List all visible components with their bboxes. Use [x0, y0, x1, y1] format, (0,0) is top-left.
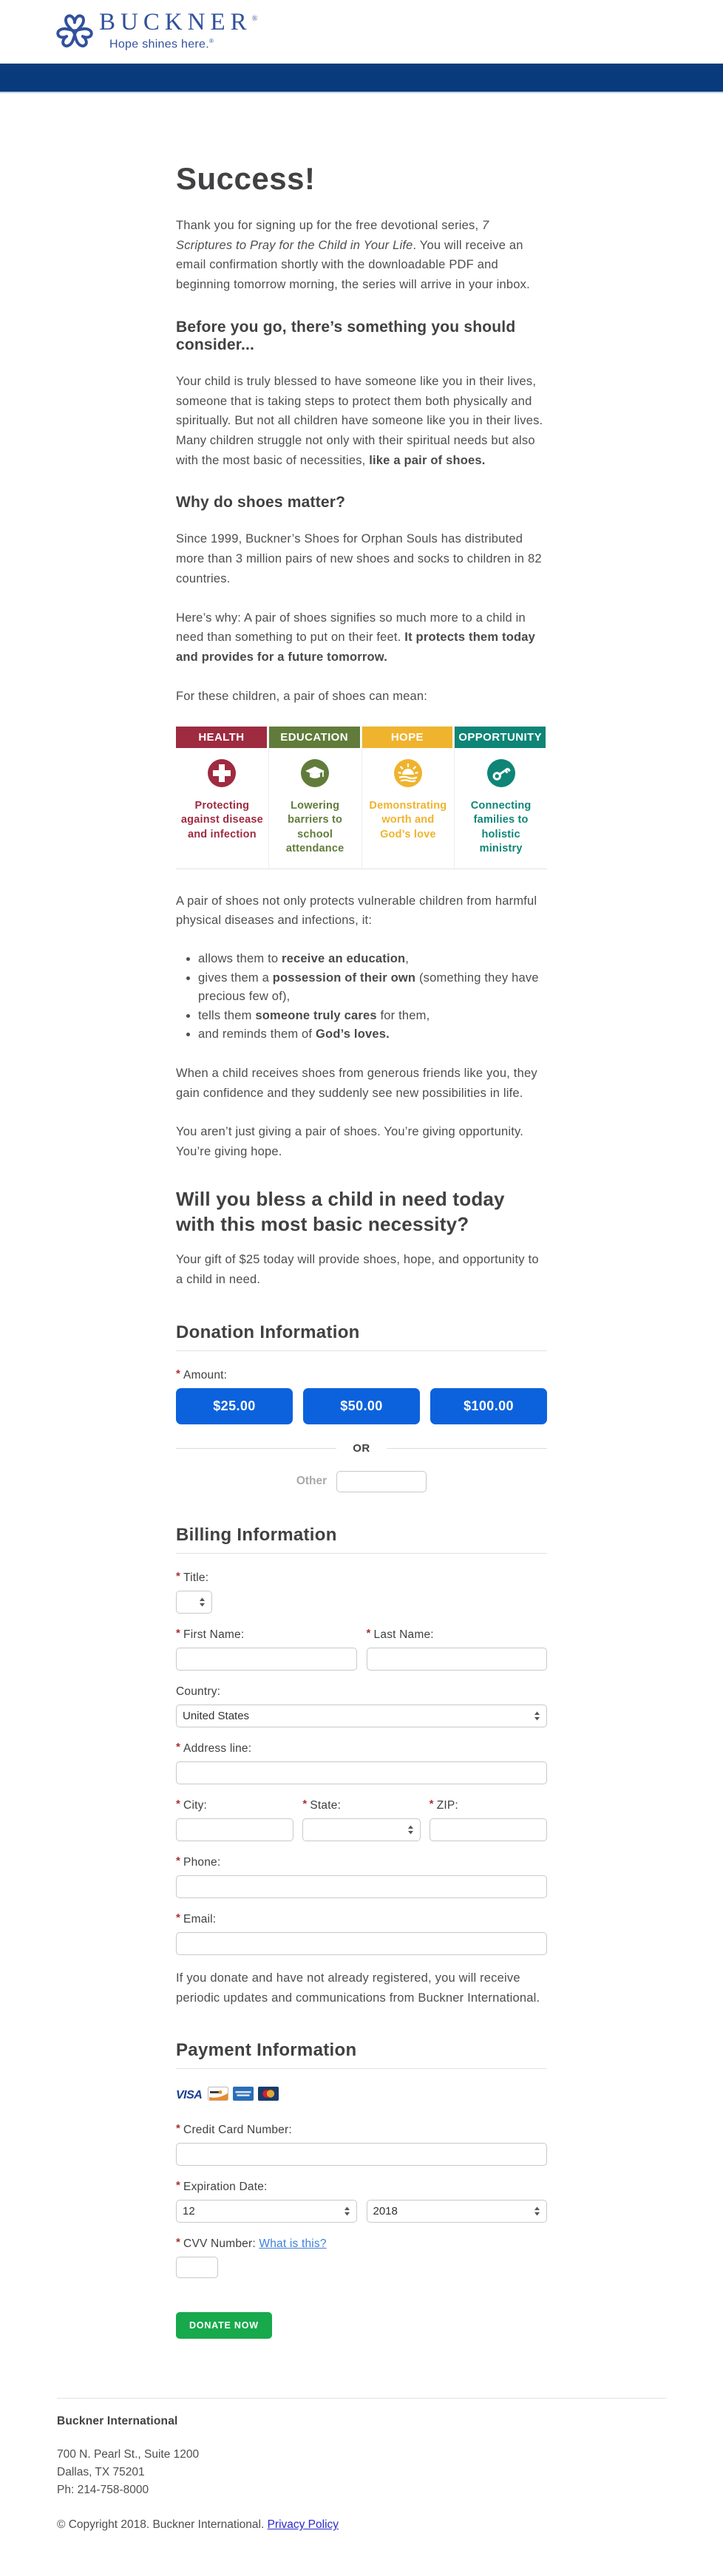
last-name-label: * Last Name:: [366, 1626, 434, 1641]
list-item: • allows them to receive an education,: [198, 950, 547, 969]
footer-address-line1: 700 N. Pearl St., Suite 1200: [57, 2448, 200, 2461]
country-label: Country:: [176, 1685, 221, 1698]
site-header: [0, 0, 723, 64]
footer-address-line2: Dallas, TX 75201: [57, 2466, 145, 2479]
required-asterisk: *: [176, 1911, 181, 1924]
address-label: * Address line:: [176, 1740, 252, 1755]
zip-input[interactable]: [430, 1818, 547, 1841]
amount-50-button[interactable]: $50.00: [303, 1388, 420, 1424]
expiration-month-select[interactable]: 12: [176, 2200, 357, 2223]
stepper-icon: [534, 1711, 540, 1721]
required-asterisk: *: [176, 1854, 181, 1867]
discover-icon: [208, 2087, 228, 2104]
list-item: • tells them someone truly cares for them,: [198, 1007, 547, 1026]
hope-text: Demonstrating worth and God’s love: [369, 799, 447, 840]
stepper-icon: [199, 1597, 206, 1607]
stepper-icon: [407, 1825, 414, 1835]
required-asterisk: *: [176, 1740, 181, 1753]
zip-label: * ZIP:: [429, 1797, 458, 1812]
credit-card-input[interactable]: [176, 2143, 547, 2166]
credit-card-label: * Credit Card Number:: [176, 2122, 292, 2137]
list-item: • gives them a possession of their own (something they have precious few of),: [198, 969, 547, 1007]
email-label: * Email:: [176, 1911, 217, 1926]
hope-header: HOPE: [362, 727, 455, 748]
page-title: Success!: [176, 161, 316, 196]
required-asterisk: *: [176, 1626, 181, 1639]
required-asterisk: *: [302, 1797, 308, 1810]
address-input[interactable]: [176, 1761, 547, 1784]
amex-icon: [233, 2087, 254, 2104]
buckner-logo[interactable]: [56, 10, 257, 54]
main-content: [176, 93, 547, 2346]
giving-paragraph: You aren’t just giving a pair of shoes. You’re giving opportunity. You’re giving hope.: [176, 1125, 524, 1159]
stepper-icon: [534, 2206, 540, 2216]
amount-100-button[interactable]: $100.00: [430, 1388, 547, 1424]
required-asterisk: *: [176, 2236, 181, 2249]
site-footer: [57, 2398, 666, 2576]
title-label: * Title:: [176, 1569, 209, 1584]
state-select[interactable]: [302, 1818, 420, 1841]
other-amount-label: Other: [296, 1475, 327, 1488]
key-icon: [459, 758, 543, 792]
last-name-input[interactable]: [367, 1648, 548, 1671]
opportunity-header: OPPORTUNITY: [455, 727, 547, 748]
email-input[interactable]: [176, 1932, 547, 1955]
first-name-label: * First Name:: [176, 1626, 245, 1641]
intro-paragraph: Thank you for signing up for the free devotional series, 7 Scriptures to Pray for the Child in Your Life. You will receive an email confirmation shortly with the downloadable PDF and beginning tomorrow morning, the series will arrive in your inbox.: [176, 219, 530, 292]
country-select[interactable]: United States: [176, 1705, 547, 1727]
or-label: OR: [353, 1441, 370, 1455]
first-name-input[interactable]: [176, 1648, 357, 1671]
donation-section-heading: Donation Information: [176, 1322, 547, 1351]
since-paragraph: Since 1999, Buckner’s Shoes for Orphan Souls has distributed more than 3 million pairs of new shoes and socks to children in 82 countries.: [176, 532, 542, 585]
main-nav-bar: [0, 64, 723, 93]
required-asterisk: *: [366, 1626, 371, 1639]
other-amount-row: [176, 1471, 547, 1492]
health-text: Protecting against disease and infection: [180, 799, 263, 840]
protect-paragraph: A pair of shoes not only protects vulnerable children from harmful physical diseases and infections, it:: [176, 894, 537, 928]
title-select[interactable]: [176, 1591, 212, 1614]
education-text: Lowering barriers to school attendance: [285, 799, 344, 855]
amount-options: [176, 1388, 547, 1424]
benefits-list: [198, 950, 547, 1044]
or-divider: [176, 1442, 547, 1455]
logo-tagline: Hope shines here.®: [109, 37, 214, 50]
privacy-policy-link[interactable]: Privacy Policy: [267, 2518, 339, 2532]
gift-paragraph: Your gift of $25 today will provide shoes, hope, and opportunity to a child in need.: [176, 1253, 539, 1287]
shoes-mean-paragraph: For these children, a pair of shoes can mean:: [176, 689, 428, 703]
health-column: [176, 727, 269, 869]
health-header: HEALTH: [176, 727, 268, 748]
logo-wordmark: BUCKNER®: [99, 8, 258, 35]
visa-icon: VISA: [176, 2089, 203, 2102]
bless-heading: Will you bless a child in need today with this most basic necessity?: [176, 1187, 505, 1235]
other-amount-input[interactable]: [336, 1471, 427, 1492]
city-label: * City:: [176, 1797, 208, 1812]
required-asterisk: *: [176, 1367, 181, 1380]
footer-org-name: Buckner International: [57, 2415, 178, 2428]
opportunity-text: Connecting families to holistic ministry: [470, 799, 532, 855]
required-asterisk: *: [429, 1797, 434, 1810]
opportunity-column: [455, 727, 547, 869]
amount-25-button[interactable]: $25.00: [176, 1388, 293, 1424]
why-paragraph: Here’s why: A pair of shoes signifies so much more to a child in need than something to put on their feet. It protects them today and provides for a future tomorrow.: [176, 611, 536, 665]
required-asterisk: *: [176, 1569, 181, 1583]
buckner-trefoil-hearts-icon: [56, 12, 93, 54]
amount-label: * Amount:: [176, 1367, 228, 1382]
stepper-icon: [344, 2206, 350, 2216]
list-item: • and reminds them of God’s loves.: [198, 1025, 547, 1044]
shoes-meaning-table: [176, 726, 547, 869]
mastercard-icon: [258, 2087, 279, 2104]
blessed-paragraph: Your child is truly blessed to have someone like you in their lives, someone that is taking steps to protect them both physically and spiritually. But not all children have someone like you in their lives. Many children struggle not only with their spiritual needs but also with the most basic of necessities, like a pair of shoes.: [176, 374, 543, 467]
payment-section-heading: Payment Information: [176, 2040, 547, 2069]
cvv-input[interactable]: [176, 2257, 218, 2278]
education-header: EDUCATION: [269, 727, 362, 748]
cvv-help-link[interactable]: What is this?: [259, 2237, 327, 2251]
donate-now-button[interactable]: DONATE NOW: [176, 2312, 272, 2339]
footer-phone: Ph: 214-758-8000: [57, 2484, 149, 2497]
graduation-cap-icon: [274, 758, 357, 792]
education-column: [269, 727, 362, 869]
required-asterisk: *: [176, 2122, 181, 2135]
required-asterisk: *: [176, 1797, 181, 1810]
city-input[interactable]: [176, 1818, 293, 1841]
expiration-year-select[interactable]: 2018: [367, 2200, 548, 2223]
phone-label: * Phone:: [176, 1854, 221, 1869]
footer-copyright: © Copyright 2018. Buckner International. Privacy Policy: [57, 2518, 339, 2532]
cvv-label: * CVV Number: What is this?: [176, 2236, 327, 2251]
expiration-label: * Expiration Date:: [176, 2179, 268, 2194]
consider-heading: Before you go, there’s something you should consider...: [176, 318, 516, 353]
accepted-cards: [176, 2087, 547, 2104]
required-asterisk: *: [176, 2179, 181, 2192]
phone-input[interactable]: [176, 1875, 547, 1898]
state-label: * State:: [302, 1797, 342, 1812]
sunrise-icon: [367, 758, 450, 792]
hope-column: [362, 727, 455, 869]
shoes-matter-heading: Why do shoes matter?: [176, 494, 346, 512]
confidence-paragraph: When a child receives shoes from generous friends like you, they gain confidence and they suddenly see new possibilities in life.: [176, 1067, 537, 1100]
cross-icon: [180, 758, 264, 792]
register-note: If you donate and have not already registered, you will receive periodic updates and communications from Buckner International.: [176, 1971, 540, 2005]
billing-section-heading: Billing Information: [176, 1525, 547, 1554]
